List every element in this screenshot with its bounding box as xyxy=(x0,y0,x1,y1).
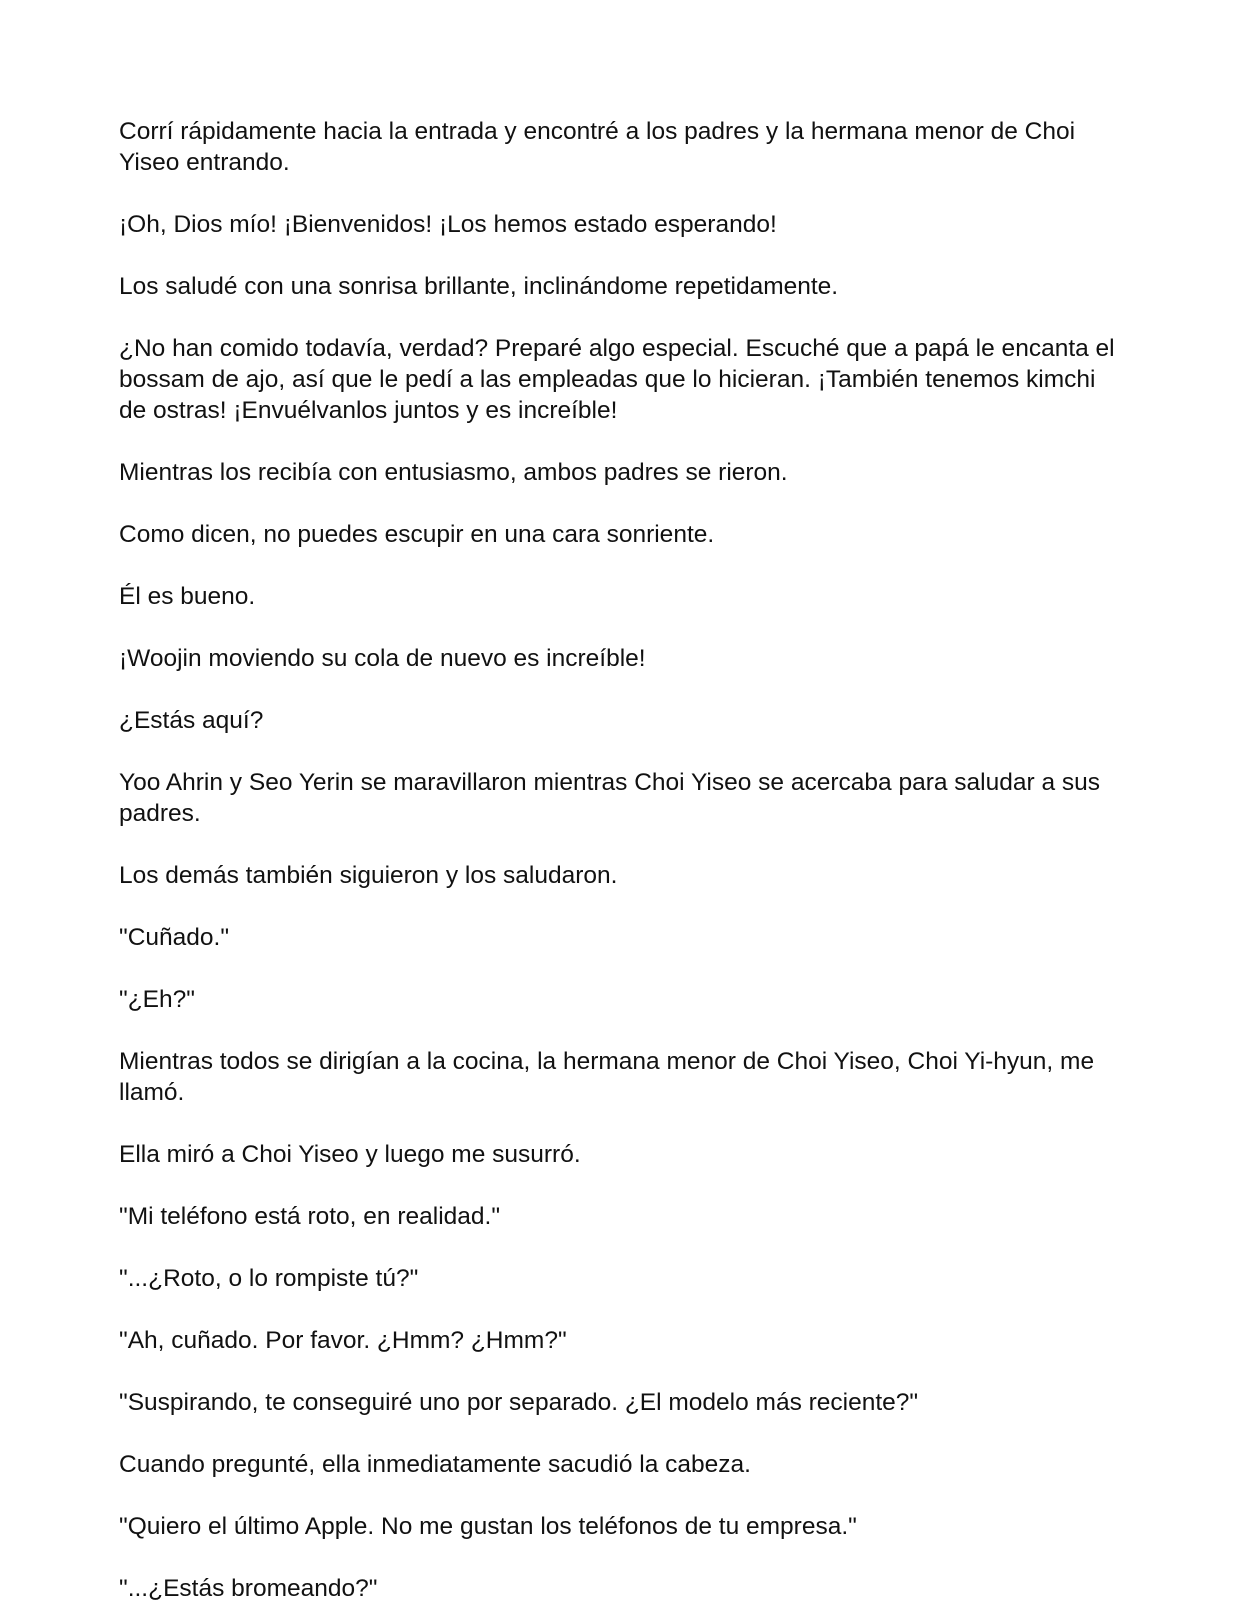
paragraph: Cuando pregunté, ella inmediatamente sacudió la cabeza. xyxy=(119,1451,751,1478)
paragraph: Ella miró a Choi Yiseo y luego me susurró. xyxy=(119,1141,581,1168)
paragraph: ¡Woojin moviendo su cola de nuevo es increíble! xyxy=(119,645,646,672)
paragraph: ¿No han comido todavía, verdad? Preparé algo especial. Escuché que a papá le encanta el bossam de ajo, así que le pedí a las empleadas que lo hicieran. ¡También tenemos kimchi de ostras! ¡Envuélvanlos juntos y es increíble! xyxy=(119,335,1115,424)
paragraph: "Mi teléfono está roto, en realidad." xyxy=(119,1203,501,1230)
paragraph: Corrí rápidamente hacia la entrada y encontré a los padres y la hermana menor de Choi Yiseo entrando. xyxy=(119,118,1076,176)
paragraph: ¿Estás aquí? xyxy=(119,707,264,734)
paragraph: Los saludé con una sonrisa brillante, inclinándome repetidamente. xyxy=(119,273,839,300)
paragraph: "...¿Estás bromeando?" xyxy=(119,1575,378,1602)
paragraph: Yoo Ahrin y Seo Yerin se maravillaron mientras Choi Yiseo se acercaba para saludar a sus padres. xyxy=(119,769,1101,827)
paragraph: "Cuñado." xyxy=(119,924,230,951)
paragraph: "Ah, cuñado. Por favor. ¿Hmm? ¿Hmm?" xyxy=(119,1327,567,1354)
paragraph: "¿Eh?" xyxy=(119,986,195,1013)
paragraph: Los demás también siguieron y los saludaron. xyxy=(119,862,618,889)
paragraph: Mientras todos se dirigían a la cocina, la hermana menor de Choi Yiseo, Choi Yi-hyun, me llamó. xyxy=(119,1048,1095,1106)
document-body xyxy=(119,116,1129,1617)
paragraph: Él es bueno. xyxy=(119,583,256,610)
paragraph: "Quiero el último Apple. No me gustan los teléfonos de tu empresa." xyxy=(119,1513,857,1540)
paragraph: "...¿Roto, o lo rompiste tú?" xyxy=(119,1265,419,1292)
paragraph: Mientras los recibía con entusiasmo, ambos padres se rieron. xyxy=(119,459,788,486)
paragraph: "Suspirando, te conseguiré uno por separado. ¿El modelo más reciente?" xyxy=(119,1389,919,1416)
paragraph: ¡Oh, Dios mío! ¡Bienvenidos! ¡Los hemos estado esperando! xyxy=(119,211,777,238)
paragraph: Como dicen, no puedes escupir en una cara sonriente. xyxy=(119,521,715,548)
